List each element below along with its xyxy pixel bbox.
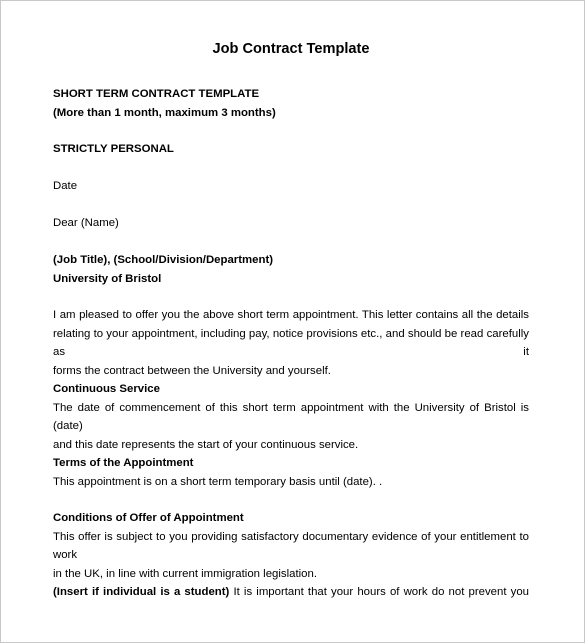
intro-paragraph <box>53 306 529 380</box>
section-line: in the UK, in line with current immigration legislation. <box>53 567 317 580</box>
section-heading: Conditions of Offer of Appointment <box>53 512 244 524</box>
strictly-personal-label <box>53 140 529 159</box>
intro-line-1: I am pleased to offer you the above short term appointment. This letter contains all the details <box>53 309 529 321</box>
intro-line-2: relating to your appointment, including pay, notice provisions etc., and should be read carefully as it <box>53 327 529 358</box>
salutation <box>53 214 529 233</box>
intro-line-3: forms the contract between the University and yourself. <box>53 364 331 377</box>
section-terms-of-appointment <box>53 454 529 491</box>
section-line: The date of commencement of this short term appointment with the University of Bristol is (date) <box>53 401 529 432</box>
section-line: This offer is subject to you providing satisfactory documentary evidence of your entitlement to work <box>53 530 529 561</box>
date-line <box>53 177 529 196</box>
section-continuous-service <box>53 380 529 454</box>
position-line1: (Job Title), (School/Division/Department) <box>53 254 274 266</box>
document-title: Job Contract Template <box>212 41 370 57</box>
contract-header <box>53 85 529 122</box>
student-note <box>53 583 529 602</box>
strictly-personal-text: STRICTLY PERSONAL <box>53 143 174 155</box>
section-heading: Terms of the Appointment <box>53 457 194 469</box>
position-line2: University of Bristol <box>53 272 162 285</box>
student-note-text: It is important that your hours of work do not prevent you <box>229 586 529 598</box>
student-note-line <box>53 583 529 602</box>
position-block <box>53 251 529 288</box>
salutation-text: Dear (Name) <box>53 217 119 229</box>
date-text: Date <box>53 180 78 192</box>
student-note-lead: (Insert if individual is a student) <box>53 586 230 598</box>
section-line: This appointment is on a short term temporary basis until (date). . <box>53 475 383 488</box>
section-conditions-of-offer <box>53 509 529 583</box>
contract-header-line2: (More than 1 month, maximum 3 months) <box>53 106 276 119</box>
contract-header-line1: SHORT TERM CONTRACT TEMPLATE <box>53 88 260 100</box>
section-line: and this date represents the start of your continuous service. <box>53 438 359 451</box>
section-heading: Continuous Service <box>53 383 160 395</box>
